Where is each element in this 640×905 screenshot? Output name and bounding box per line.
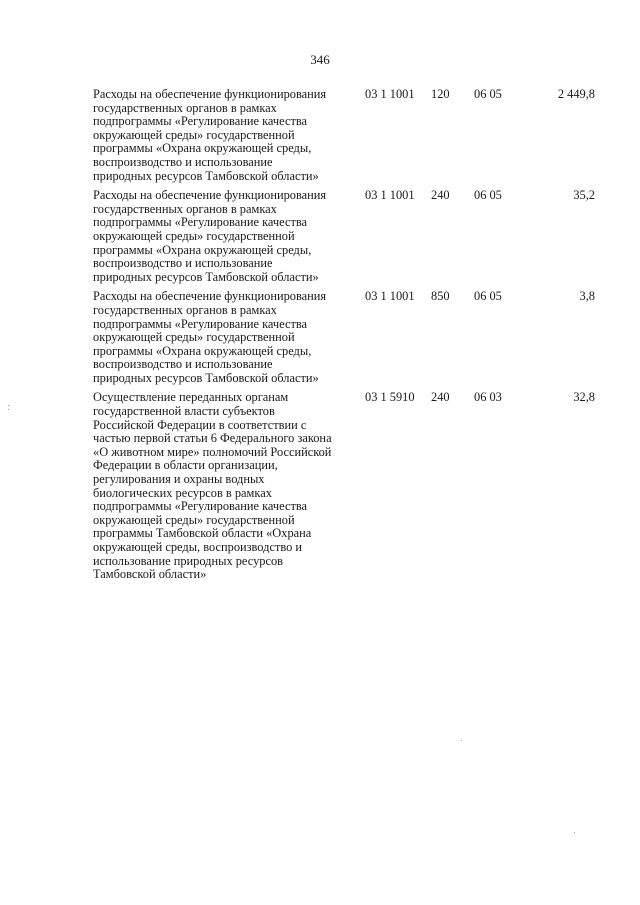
description-line: окружающей среды» государственной [93,512,295,527]
row-description [93,391,355,581]
description-line: воспроизводство и использование [93,256,273,271]
description-line: государственных органов в рамках [93,100,277,115]
expense-type-code: 240 [431,390,450,405]
description-line: подпрограммы «Регулирование качества [93,215,308,230]
description-line: государственных органов в рамках [93,201,277,216]
description-line: Российской Федерации в соответствии с [93,417,307,432]
description-line: окружающей среды» государственной [93,127,295,142]
description-line: регулирования и охраны водных [93,472,265,487]
description-line: Расходы на обеспечение функционирования [93,289,327,304]
amount: 32,8 [573,390,595,405]
row-description [93,290,355,385]
row-description [93,88,355,183]
scan-speck [8,405,9,406]
target-article-code: 03 1 1001 [365,188,415,203]
target-article-code: 03 1 5910 [365,390,415,405]
description-line: частью первой статьи 6 Федерального закона [93,431,332,446]
description-line: окружающей среды» государственной [93,330,295,345]
section-subsection-code: 06 03 [474,390,502,405]
target-article-code: 03 1 1001 [365,87,415,101]
description-line: подпрограммы «Регулирование качества [93,316,308,331]
description-line: государственных органов в рамках [93,302,277,317]
description-line: программы «Охрана окружающей среды, [93,242,312,257]
section-subsection-code: 06 05 [474,87,502,101]
description-line: воспроизводство и использование [93,154,273,169]
expense-type-code: 850 [431,289,450,304]
table-row [93,290,605,385]
description-line: «О животном мире» полномочий Российской [93,444,332,459]
description-line: Федерации в области организации, [93,458,278,473]
budget-table [93,88,605,582]
description-line: программы «Охрана окружающей среды, [93,141,312,156]
description-line: Расходы на обеспечение функционирования [93,87,327,101]
description-line: подпрограммы «Регулирование качества [93,499,308,514]
description-line: программы Тамбовской области «Охрана [93,526,312,541]
description-line: подпрограммы «Регулирование качества [93,114,308,129]
section-subsection-code: 06 05 [474,289,502,304]
description-line: воспроизводство и использование [93,357,273,372]
description-line: государственной власти субъектов [93,404,275,419]
description-line: окружающей среды, воспроизводство и [93,540,303,554]
description-line: природных ресурсов Тамбовской области» [93,168,319,183]
expense-type-code: 120 [431,87,450,101]
page-number: 346 [310,52,330,67]
description-line: окружающей среды» государственной [93,228,295,243]
description-line: природных ресурсов Тамбовской области» [93,269,319,284]
amount: 3,8 [579,289,595,304]
section-subsection-code: 06 05 [474,188,502,203]
description-line: природных ресурсов Тамбовской области» [93,370,319,385]
description-line: биологических ресурсов в рамках [93,485,272,500]
amount: 2 449,8 [557,87,595,101]
table-row [93,391,605,581]
description-line: программы «Охрана окружающей среды, [93,343,312,358]
scan-speck [8,409,9,410]
table-row [93,189,605,284]
description-line: Тамбовской области» [93,567,207,582]
scan-speck [461,740,462,741]
description-line: использование природных ресурсов [93,553,284,568]
expense-type-code: 240 [431,188,450,203]
amount: 35,2 [573,188,595,203]
scan-speck [574,832,575,833]
target-article-code: 03 1 1001 [365,289,415,304]
table-row [93,88,605,183]
row-description [93,189,355,284]
description-line: Расходы на обеспечение функционирования [93,188,327,203]
description-line: Осуществление переданных органам [93,390,289,405]
